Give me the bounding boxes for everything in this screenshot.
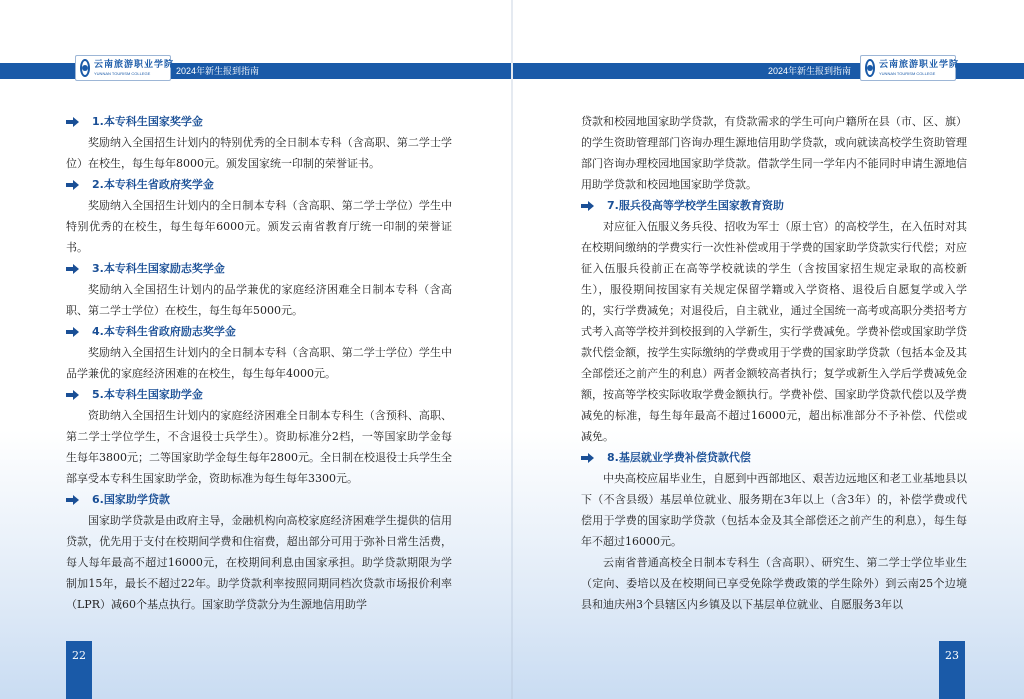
header-title-right: 2024年新生报到指南 (768, 66, 852, 76)
section-heading-text: 1.本专科生国家奖学金 (92, 115, 203, 128)
section-body: 云南省普通高校全日制本专科生（含高职）、研究生、第二学士学位毕业生（定向、委培以及在校期间已享受免除学费政策的学生除外）到云南25个边境县和迪庆州3个县辖区内乡镇及以下基层单位就业、自愿服务3年以 (581, 556, 967, 611)
section-heading-text: 2.本专科生省政府奖学金 (92, 178, 214, 191)
arrow-right-icon (66, 321, 80, 342)
header-title-left: 2024年新生报到指南 (176, 66, 260, 76)
college-logo-right (860, 55, 960, 81)
section-heading-text: 8.基层就业学费补偿贷款代偿 (607, 451, 751, 464)
section-body: 奖励纳入全国招生计划内的全日制本专科（含高职、第二学士学位）学生中品学兼优的家庭经济困难的在校生，每生每年4000元。 (66, 346, 452, 380)
section-body: 资助纳入全国招生计划内的家庭经济困难全日制本专科生（含预科、高职、第二学士学位学生，不含退役士兵学生）。资助标准分2档，一等国家助学金每生每年3800元；二等国家助学金每生每年2800元。全日制在校退役士兵学生全部享受本专科生国家助学金，资助标准为每生每年3300元。 (66, 409, 452, 485)
college-seal-icon (865, 59, 875, 77)
arrow-right-icon (66, 174, 80, 195)
logo-en-text: YUNNAN TOURISM COLLEGE (879, 70, 936, 76)
logo-en-text: YUNNAN TOURISM COLLEGE (94, 70, 151, 76)
section-heading (66, 384, 452, 405)
section-heading-text: 5.本专科生国家助学金 (92, 388, 203, 401)
section-heading (66, 489, 452, 510)
page-number-left: 22 (66, 641, 92, 699)
section-heading (66, 258, 452, 279)
right-page-content (581, 111, 967, 615)
arrow-right-icon (581, 447, 595, 468)
section-body: 奖励纳入全国招生计划内的品学兼优的家庭经济困难全日制本专科（含高职、第二学士学位）在校生，每生每年5000元。 (66, 283, 452, 317)
continued-paragraph: 贷款和校园地国家助学贷款，有贷款需求的学生可向户籍所在县（市、区、旗）的学生资助管理部门咨询办理生源地信用助学贷款，或向就读高校学生资助管理部门咨询办理校园地国家助学贷款。借款学生同一学年内不能同时申请生源地信用助学贷款和校园地国家助学贷款。 (581, 115, 967, 191)
section-heading (581, 195, 967, 216)
college-seal-icon (80, 59, 90, 77)
page-gutter (511, 0, 513, 699)
section-heading (66, 321, 452, 342)
section-heading-text: 3.本专科生国家励志奖学金 (92, 262, 225, 275)
section-heading (581, 447, 967, 468)
section-body: 中央高校应届毕业生，自愿到中西部地区、艰苦边远地区和老工业基地县以下（不含县级）基层单位就业、服务期在3年以上（含3年）的，补偿学费或代偿用于学费的国家助学贷款（包括本金及其全部偿还之前产生的利息），每生每年不超过16000元。 (581, 472, 967, 548)
page-number-right: 23 (939, 641, 965, 699)
section-heading-text: 7.服兵役高等学校学生国家教育资助 (607, 199, 784, 212)
arrow-right-icon (66, 489, 80, 510)
section-body: 奖励纳入全国招生计划内的全日制本专科（含高职、第二学士学位）学生中特别优秀的在校生，每生每年6000元。颁发云南省教育厅统一印制的荣誉证书。 (66, 199, 452, 254)
section-heading-text: 6.国家助学贷款 (92, 493, 170, 506)
arrow-right-icon (66, 111, 80, 132)
left-page-content (66, 111, 452, 615)
section-body: 国家助学贷款是由政府主导，金融机构向高校家庭经济困难学生提供的信用贷款，优先用于支付在校期间学费和住宿费，超出部分可用于弥补日常生活费，每人每年最高不超过16000元，在校期间利息由国家承担。助学贷款期限为学制加15年，最长不超过22年。助学贷款利率按照同期同档次贷款市场报价利率（LPR）减60个基点执行。国家助学贷款分为生源地信用助学 (66, 514, 452, 611)
logo-cn-text: 云南旅游职业学院 (879, 59, 960, 70)
arrow-right-icon (581, 195, 595, 216)
section-body: 对应征入伍服义务兵役、招收为军士（原士官）的高校学生，在入伍时对其在校期间缴纳的学费实行一次性补偿或用于学费的国家助学贷款实行代偿；对应征入伍服兵役前正在高等学校就读的学生（含按国家招生规定录取的高校新生），服役期间按国家有关规定保留学籍或入学资格、退役后自愿复学或入学的，实行学费减免；对退役后，自主就业，通过全国统一高考或高职分类招考方式考入高等学校并到校报到的入学新生，实行学费减免。学费补偿或国家助学贷款代偿金额，按学生实际缴纳的学费或用于学费的国家助学贷款（包括本金及其全部偿还之前产生的利息）两者金额较高者执行；复学或新生入学后学费减免金额，按高等学校实际收取学费金额执行。学费补偿、国家助学贷款代偿以及学费减免的标准，每生每年最高不超过16000元，超出标准部分不予补偿、代偿或减免。 (581, 220, 967, 443)
arrow-right-icon (66, 258, 80, 279)
college-logo-left (75, 55, 175, 81)
section-heading (66, 174, 452, 195)
section-body: 奖励纳入全国招生计划内的特别优秀的全日制本专科（含高职、第二学士学位）在校生，每生每年8000元。颁发国家统一印制的荣誉证书。 (66, 136, 452, 170)
arrow-right-icon (66, 384, 80, 405)
section-heading-text: 4.本专科生省政府励志奖学金 (92, 325, 236, 338)
logo-cn-text: 云南旅游职业学院 (94, 59, 175, 70)
section-heading (66, 111, 452, 132)
